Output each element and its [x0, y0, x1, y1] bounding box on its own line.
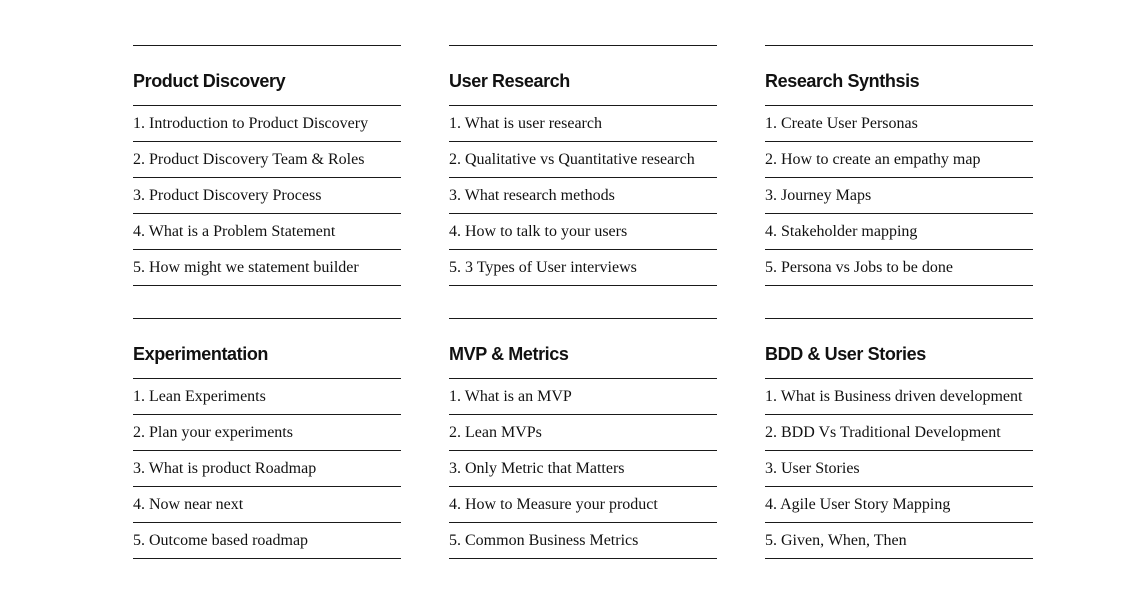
lesson-link[interactable]: 2. Plan your experiments [133, 415, 401, 451]
section-title: Research Synthsis [765, 46, 1033, 106]
lesson-link[interactable]: 3. Product Discovery Process [133, 178, 401, 214]
lesson-link[interactable]: 3. Only Metric that Matters [449, 451, 717, 487]
lesson-list [765, 379, 1033, 559]
lesson-link[interactable]: 3. Journey Maps [765, 178, 1033, 214]
lesson-list [449, 106, 717, 286]
lesson-link[interactable]: 4. How to talk to your users [449, 214, 717, 250]
lesson-link[interactable]: 4. Agile User Story Mapping [765, 487, 1033, 523]
lesson-link[interactable]: 2. Lean MVPs [449, 415, 717, 451]
lesson-link[interactable]: 5. Outcome based roadmap [133, 523, 401, 559]
lesson-link[interactable]: 5. How might we statement builder [133, 250, 401, 286]
lesson-list [449, 379, 717, 559]
lesson-link[interactable]: 4. Stakeholder mapping [765, 214, 1033, 250]
lesson-link[interactable]: 3. What is product Roadmap [133, 451, 401, 487]
lesson-link[interactable]: 1. Create User Personas [765, 106, 1033, 142]
lesson-link[interactable]: 3. What research methods [449, 178, 717, 214]
section-experimentation [133, 318, 401, 559]
lesson-link[interactable]: 1. What is user research [449, 106, 717, 142]
lesson-link[interactable]: 4. How to Measure your product [449, 487, 717, 523]
section-title: BDD & User Stories [765, 319, 1033, 379]
section-title: MVP & Metrics [449, 319, 717, 379]
lesson-link[interactable]: 5. Persona vs Jobs to be done [765, 250, 1033, 286]
section-user-research [449, 45, 717, 286]
lesson-link[interactable]: 5. Given, When, Then [765, 523, 1033, 559]
section-mvp-metrics [449, 318, 717, 559]
lesson-link[interactable]: 4. Now near next [133, 487, 401, 523]
lesson-list [133, 379, 401, 559]
lesson-link[interactable]: 4. What is a Problem Statement [133, 214, 401, 250]
lesson-link[interactable]: 1. Lean Experiments [133, 379, 401, 415]
lesson-link[interactable]: 2. BDD Vs Traditional Development [765, 415, 1033, 451]
section-bdd-user-stories [765, 318, 1033, 559]
lesson-link[interactable]: 1. What is an MVP [449, 379, 717, 415]
section-product-discovery [133, 45, 401, 286]
course-sections-grid [133, 45, 1033, 559]
lesson-link[interactable]: 2. How to create an empathy map [765, 142, 1033, 178]
lesson-link[interactable]: 1. Introduction to Product Discovery [133, 106, 401, 142]
section-title: Experimentation [133, 319, 401, 379]
lesson-link[interactable]: 3. User Stories [765, 451, 1033, 487]
lesson-link[interactable]: 2. Product Discovery Team & Roles [133, 142, 401, 178]
section-title: Product Discovery [133, 46, 401, 106]
lesson-link[interactable]: 2. Qualitative vs Quantitative research [449, 142, 717, 178]
section-title: User Research [449, 46, 717, 106]
section-research-synthesis [765, 45, 1033, 286]
lesson-list [133, 106, 401, 286]
lesson-link[interactable]: 1. What is Business driven development [765, 379, 1033, 415]
lesson-list [765, 106, 1033, 286]
lesson-link[interactable]: 5. 3 Types of User interviews [449, 250, 717, 286]
lesson-link[interactable]: 5. Common Business Metrics [449, 523, 717, 559]
